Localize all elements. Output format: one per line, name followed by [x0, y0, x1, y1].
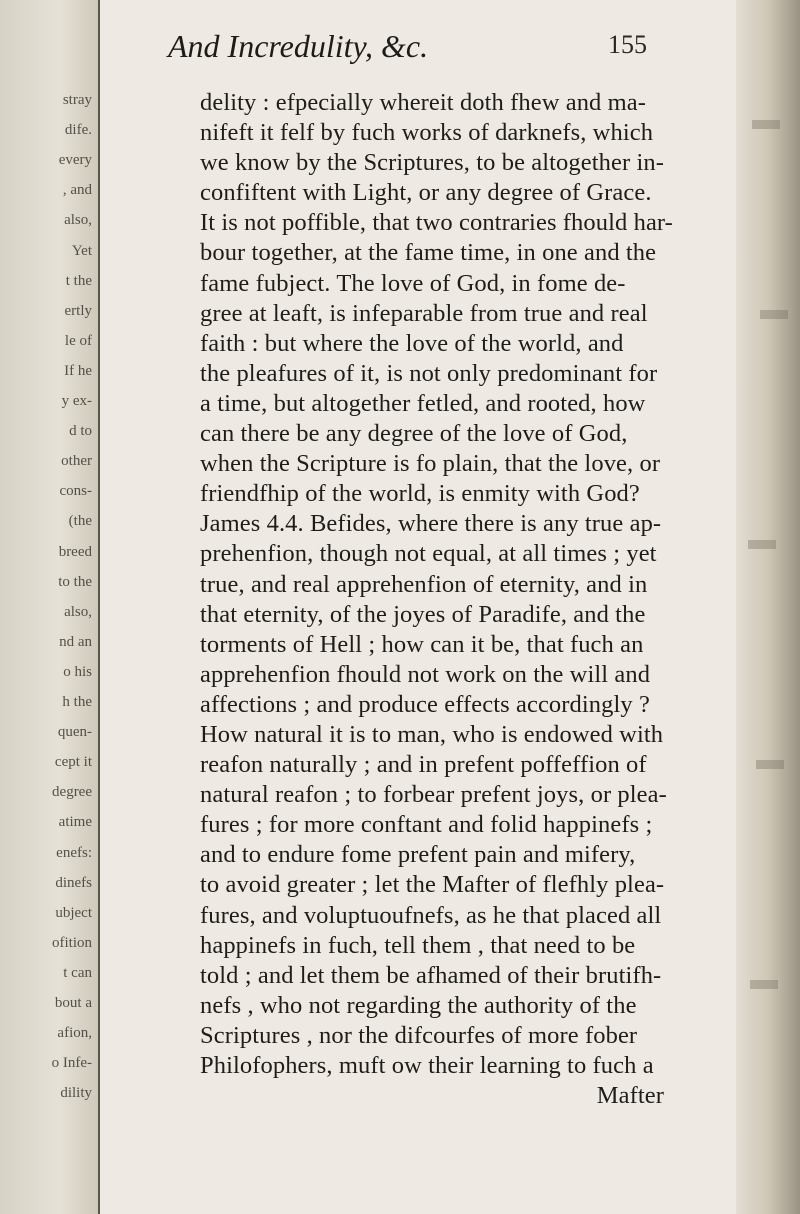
text-line: Scriptures , nor the difcourfes of more fober [200, 1021, 638, 1049]
text-line: friendfhip of the world, is enmity with God? [200, 480, 640, 508]
text-line: How natural it is to man, who is endowed with [200, 720, 664, 748]
running-head [160, 22, 700, 86]
text-line: to avoid greater ; let the Mafter of flefhly plea- [200, 871, 665, 899]
book-page [160, 0, 750, 1214]
running-title: And Incredulity, &c. [168, 28, 429, 64]
text-line: James 4.4. Befides, where there is any true ap- [200, 510, 662, 538]
gutter-fragment: dinefs [55, 874, 92, 891]
gutter-fragment: dife. [64, 122, 92, 139]
gutter-fragment: cons- [59, 483, 92, 500]
text-line: fures, and voluptuoufnefs, as he that placed all [200, 901, 662, 929]
gutter-fragment: ertly [64, 302, 92, 319]
text-line: affections ; and produce effects accordingly ? [200, 690, 650, 718]
text-line: told ; and let them be afhamed of their brutifh- [200, 961, 662, 989]
text-line: Philofophers, muft ow their learning to fuch a [200, 1052, 654, 1079]
gutter-fragment: ubject [55, 904, 92, 921]
gutter-fragment: If he [64, 362, 92, 379]
gutter-fragment: y ex- [61, 393, 92, 409]
gutter-fragment: breed [58, 543, 92, 560]
gutter-fragment: h the [62, 694, 92, 710]
text-line: happinefs in fuch, tell them , that need to be [200, 931, 636, 959]
edge-stain [760, 310, 788, 319]
text-line: confiftent with Light, or any degree of Grace. [200, 179, 652, 207]
text-line: It is not poffible, that two contraries fhould har- [200, 209, 673, 237]
gutter-fragment: le of [64, 332, 92, 349]
page-number: 155 [608, 30, 647, 59]
text-line: a time, but altogether fetled, and rooted, how [200, 389, 646, 417]
gutter-fragment: quen- [57, 724, 92, 741]
gutter-fragment: afion, [57, 1025, 92, 1042]
text-line: fame fubject. The love of God, in fome de- [200, 269, 626, 297]
edge-stain [756, 760, 784, 769]
text-line: that eternity, of the joyes of Paradife, and the [200, 600, 646, 628]
text-line: nefs , who not regarding the authority of the [200, 991, 637, 1019]
text-line: gree at leaft, is infeparable from true and real [200, 299, 648, 327]
gutter-fragment: also, [64, 212, 92, 229]
text-line: and to endure fome prefent pain and mifery, [200, 841, 636, 869]
gutter-fragment: ofition [52, 934, 92, 951]
text-line: torments of Hell ; how can it be, that fuch an [200, 630, 644, 658]
text-line: the pleafures of it, is not only predominant for [200, 359, 658, 387]
gutter-fragment: t the [65, 272, 92, 289]
gutter-fragment: Yet [71, 242, 92, 259]
gutter-fragment: atime [58, 814, 92, 831]
gutter-fragment: enefs: [56, 844, 92, 861]
gutter-fragment: (the [68, 513, 92, 530]
gutter-fragment: every [58, 152, 92, 169]
facing-page-gutter [0, 0, 100, 1214]
gutter-fragment: nd an [59, 633, 92, 650]
text-line: apprehenfion fhould not work on the will and [200, 660, 651, 688]
text-line: true, and real apprehenfion of eternity, and in [200, 570, 648, 598]
gutter-fragment: also, [64, 603, 92, 620]
gutter-fragment: stray [62, 92, 92, 108]
gutter-fragment: o his [63, 663, 92, 680]
text-line: fures ; for more conftant and folid happinefs ; [200, 811, 653, 839]
text-line: can there be any degree of the love of God, [200, 420, 628, 448]
text-line: bour together, at the fame time, in one and the [200, 239, 657, 267]
gutter-fragment: , and [62, 182, 92, 199]
gutter-fragment: d to [69, 423, 92, 440]
text-line: we know by the Scriptures, to be altogether in- [200, 149, 664, 177]
gutter-fragment: to the [58, 573, 92, 590]
text-line: nifeft it felf by fuch works of darknefs, which [200, 119, 654, 147]
gutter-fragment: other [61, 453, 92, 470]
text-line: prehenfion, though not equal, at all times ; yet [200, 540, 657, 568]
gutter-fragment: bout a [54, 995, 92, 1011]
text-line: reafon naturally ; and in prefent poffeffion of [200, 751, 647, 779]
text-line: Mafter [596, 1082, 664, 1110]
body-text [200, 88, 760, 1111]
text-line: natural reafon ; to forbear prefent joys, or plea- [200, 781, 667, 809]
gutter-fragment: t can [63, 964, 92, 981]
gutter-fragment: o Infe- [51, 1055, 92, 1072]
text-line: faith : but where the love of the world, and [200, 329, 624, 357]
gutter-fragment: cept it [54, 754, 92, 771]
gutter-fragment: dility [60, 1085, 92, 1102]
gutter-fragment: degree [52, 784, 92, 801]
text-line: when the Scripture is fo plain, that the love, or [200, 450, 661, 478]
text-line: delity : efpecially whereit doth fhew and ma- [200, 89, 647, 116]
